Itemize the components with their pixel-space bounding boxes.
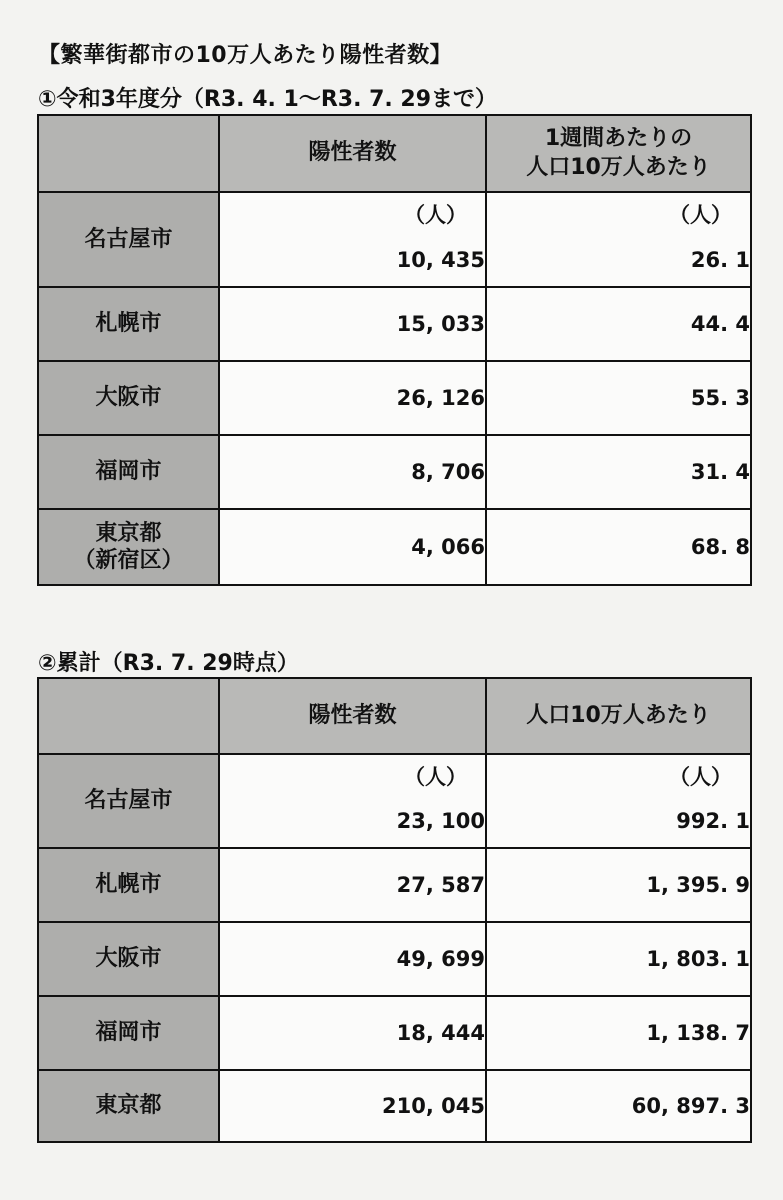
header-line-2: 人口10万人あたり — [526, 154, 711, 180]
positives-value: 23, 100 — [396, 809, 485, 833]
header-corner-cell — [38, 115, 219, 192]
section-2-title: ②累計（R3. 7. 29時点） — [38, 651, 299, 676]
header-positives: 陽性者数 — [219, 115, 486, 192]
per-100k-cell — [486, 754, 751, 848]
table-row — [38, 922, 751, 996]
per-100k-value: 992. 1 — [676, 809, 750, 833]
section-1-title: ①令和3年度分（R3. 4. 1～R3. 7. 29まで） — [38, 87, 498, 112]
positives-value: 49, 699 — [219, 922, 486, 996]
header-corner-cell — [38, 678, 219, 754]
positives-value: 8, 706 — [219, 435, 486, 509]
per-100k-value: 1, 803. 1 — [486, 922, 751, 996]
city-name: 名古屋市 — [38, 192, 219, 287]
table-row — [38, 435, 751, 509]
per-100k-cell — [486, 192, 751, 287]
unit-label: （人） — [404, 203, 467, 227]
city-name: 札幌市 — [38, 287, 219, 361]
positives-value: 15, 033 — [219, 287, 486, 361]
positives-cell — [219, 754, 486, 848]
city-name: 福岡市 — [38, 435, 219, 509]
positives-value: 10, 435 — [396, 248, 485, 272]
table-row — [38, 192, 751, 287]
city-name: 東京都 — [38, 1070, 219, 1142]
table-header-row — [38, 115, 751, 192]
unit-label: （人） — [404, 765, 467, 789]
per-100k-value: 60, 897. 3 — [486, 1070, 751, 1142]
table-fy2021-positives — [37, 114, 752, 586]
table-header-row — [38, 678, 751, 754]
table-row — [38, 287, 751, 361]
city-name: 名古屋市 — [38, 754, 219, 848]
city-name: 福岡市 — [38, 996, 219, 1070]
city-name: 大阪市 — [38, 922, 219, 996]
city-name: 大阪市 — [38, 361, 219, 435]
per-100k-value: 1, 138. 7 — [486, 996, 751, 1070]
per-100k-value: 31. 4 — [486, 435, 751, 509]
table-row — [38, 996, 751, 1070]
unit-label: （人） — [669, 203, 732, 227]
document-title: 【繁華街都市の10万人あたり陽性者数】 — [38, 43, 453, 68]
unit-label: （人） — [669, 765, 732, 789]
header-line-1: 1週間あたりの — [544, 125, 693, 151]
city-name-cell — [38, 509, 219, 585]
city-subname: （新宿区） — [73, 548, 184, 573]
table-row — [38, 754, 751, 848]
per-100k-value: 44. 4 — [486, 287, 751, 361]
positives-value: 4, 066 — [219, 509, 486, 585]
table-row — [38, 509, 751, 585]
table-cumulative-positives — [37, 677, 752, 1143]
per-100k-value: 26. 1 — [690, 248, 750, 272]
table-row — [38, 1070, 751, 1142]
header-per-100k: 人口10万人あたり — [486, 678, 751, 754]
per-100k-value: 55. 3 — [486, 361, 751, 435]
positives-cell — [219, 192, 486, 287]
city-name: 札幌市 — [38, 848, 219, 922]
city-name: 東京都 — [95, 520, 162, 546]
positives-value: 26, 126 — [219, 361, 486, 435]
positives-value: 18, 444 — [219, 996, 486, 1070]
table-row — [38, 361, 751, 435]
table-row — [38, 848, 751, 922]
positives-value: 27, 587 — [219, 848, 486, 922]
per-100k-value: 1, 395. 9 — [486, 848, 751, 922]
header-weekly-per-100k — [486, 115, 751, 192]
header-positives: 陽性者数 — [219, 678, 486, 754]
positives-value: 210, 045 — [219, 1070, 486, 1142]
per-100k-value: 68. 8 — [486, 509, 751, 585]
